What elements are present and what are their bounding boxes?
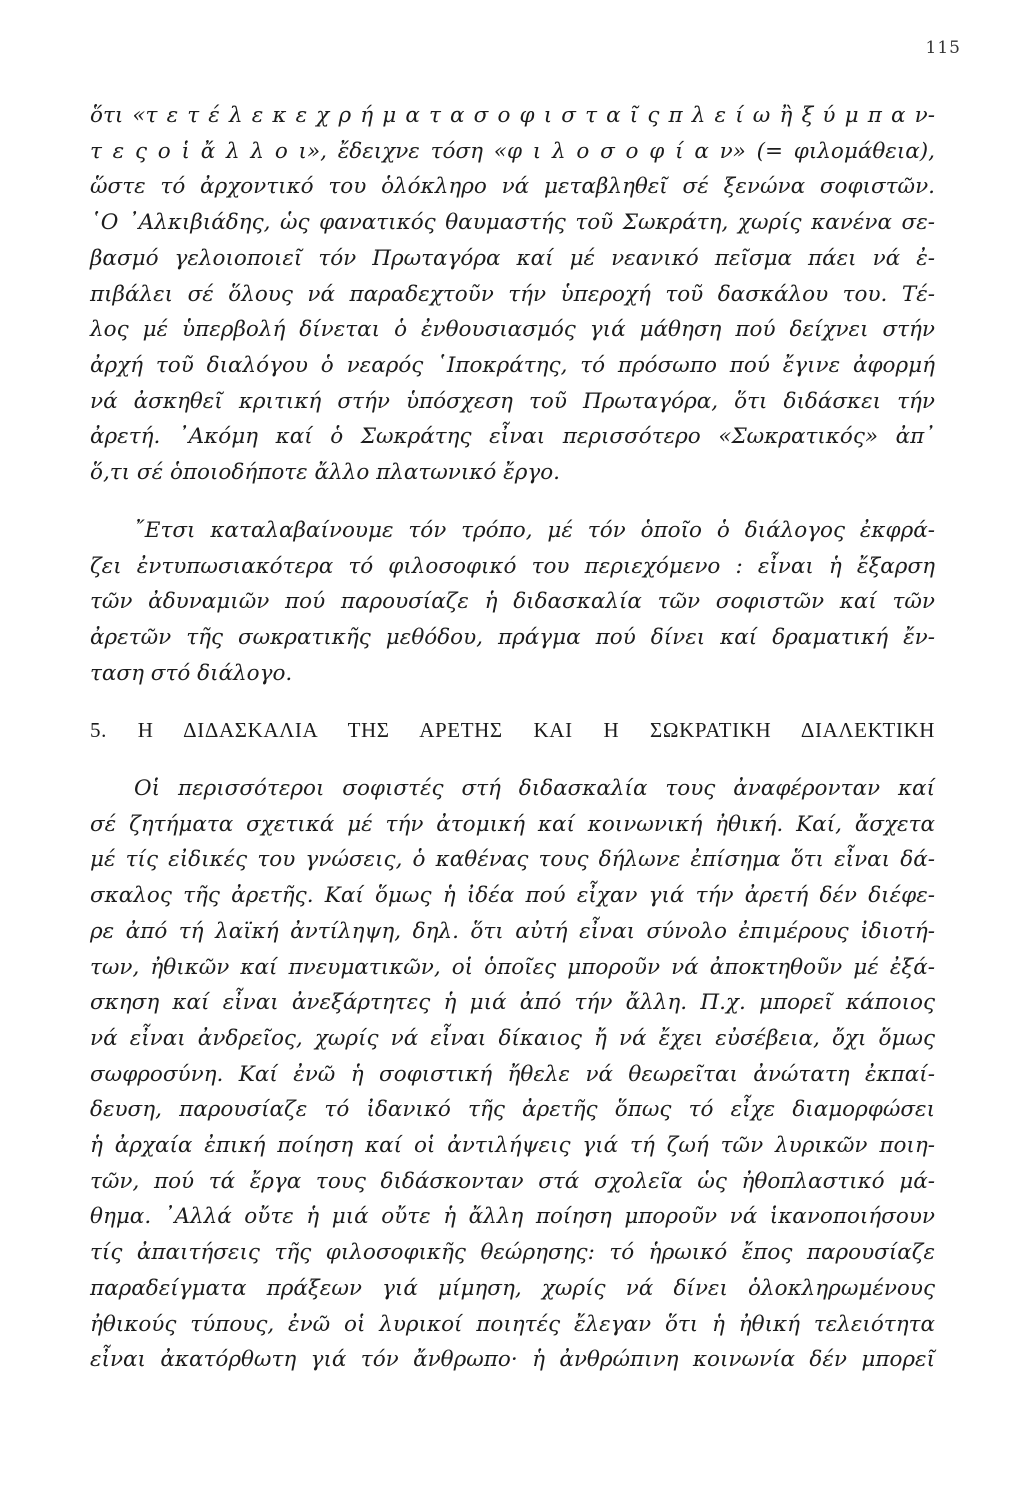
paragraph-line: σκαλος τῆς ἀρετῆς. Καί ὅμως ἡ ἰδέα πού εἶχαν γιά τήν ἀρετή δέν διέφε- (90, 883, 935, 909)
paragraph-line: μέ τίς εἰδικές του γνώσεις, ὁ καθένας τους δήλωνε ἐπίσημα ὅτι εἶναι δά- (90, 847, 935, 873)
paragraph-line: τῶν ἀδυναμιῶν πού παρουσίαζε ἡ διδασκαλία τῶν σοφιστῶν καί τῶν (90, 589, 935, 615)
paragraph-line: τῶν, πού τά ἔργα τους διδάσκονταν στά σχολεῖα ὡς ἠθοπλαστικό μά- (90, 1168, 935, 1194)
paragraph-line: σέ ζητήματα σχετικά μέ τήν ἀτομική καί κοινωνική ἠθική. Καί, ἄσχετα (90, 811, 935, 837)
paragraph-line: ἡ ἀρχαία ἐπική ποίηση καί οἱ ἀντιλήψεις γιά τή ζωή τῶν λυρικῶν ποιη- (90, 1133, 935, 1159)
paragraph-line: ἠθικούς τύπους, ἐνῶ οἱ λυρικοί ποιητές ἔλεγαν ὅτι ἡ ἠθική τελειότητα (90, 1311, 935, 1337)
page-number: 115 (925, 38, 961, 58)
paragraph-line: ταση στό διάλογο. (90, 660, 293, 686)
paragraph-line: λος μέ ὑπερβολή δίνεται ὁ ἐνθουσιασμός γιά μάθηση πού δείχνει στήν (90, 317, 935, 343)
paragraph-line: παραδείγματα πράξεων γιά μίμηση, χωρίς νά δίνει ὁλοκληρωμένους (90, 1275, 935, 1301)
paragraph-line: ἀρετή. ᾿Ακόμη καί ὁ Σωκράτης εἶναι περισσότερο «Σωκρατικός» ἀπ᾿ (90, 424, 935, 450)
paragraph-line: βασμό γελοιοποιεῖ τόν Πρωταγόρα καί μέ νεανικό πεῖσμα πάει νά ἐ- (90, 245, 935, 271)
paragraph-line: θημα. ᾿Αλλά οὔτε ἡ μιά οὔτε ἡ ἄλλη ποίηση μποροῦν νά ἱκανοποιήσουν (90, 1204, 935, 1230)
paragraph-3 (90, 771, 935, 1378)
paragraph-line: εἶναι ἀκατόρθωτη γιά τόν ἄνθρωπο· ἡ ἀνθρώπινη κοινωνία δέν μπορεῖ (90, 1347, 935, 1373)
section-heading: 5. Η ΔΙΔΑΣΚΑΛΙΑ ΤΗΣ ΑΡΕΤΗΣ ΚΑΙ Η ΣΩΚΡΑΤΙΚΗ ΔΙΑΛΕΚΤΙΚΗ (90, 718, 935, 742)
paragraph-line: σωφροσύνη. Καί ἐνῶ ἡ σοφιστική ἤθελε νά θεωρεῖται ἀνώτατη ἐκπαί- (90, 1061, 935, 1087)
paragraph-line: ὅ,τι σέ ὁποιοδήποτε ἄλλο πλατωνικό ἔργο. (90, 460, 560, 486)
paragraph-line: πιβάλει σέ ὅλους νά παραδεχτοῦν τήν ὑπεροχή τοῦ δασκάλου του. Τέ- (90, 281, 935, 307)
paragraph-line: νά ἀσκηθεῖ κριτική στήν ὑπόσχεση τοῦ Πρωταγόρα, ὅτι διδάσκει τήν (90, 388, 935, 414)
paragraph-line: ἀρχή τοῦ διαλόγου ὁ νεαρός ῾Ιποκράτης, τό πρόσωπο πού ἔγινε ἀφορμή (90, 352, 935, 378)
paragraph-2 (90, 513, 935, 692)
paragraph-line: τ ε ς ο ἱ ἄ λ λ ο ι», ἔδειχνε τόση «φ ι λ ο σ ο φ ί α ν» (= φιλομάθεια), (90, 138, 935, 164)
paragraph-line: ρε ἀπό τή λαϊκή ἀντίληψη, δηλ. ὅτι αὐτή εἶναι σύνολο ἐπιμέρους ἰδιοτή- (90, 918, 935, 944)
paragraph-line: νά εἶναι ἀνδρεῖος, χωρίς νά εἶναι δίκαιος ἤ νά ἔχει εὐσέβεια, ὄχι ὅμως (90, 1025, 935, 1051)
paragraph-line: ῾Ο ᾿Αλκιβιάδης, ὡς φανατικός θαυμαστής τοῦ Σωκράτη, χωρίς κανένα σε- (90, 210, 935, 236)
paragraph-line: ὅτι «τ ε τ έ λ ε κ ε χ ρ ή μ α τ α σ ο φ ι σ τ α ῖ ς π λ ε ί ω ἢ ξ ύ μ π α ν- (90, 103, 935, 128)
paragraph-line: των, ἠθικῶν καί πνευματικῶν, οἱ ὁποῖες μποροῦν νά ἀποκτηθοῦν μέ ἐξά- (90, 954, 935, 980)
paragraph-1 (90, 98, 935, 491)
paragraph-line: σκηση καί εἶναι ἀνεξάρτητες ἡ μιά ἀπό τήν ἄλλη. Π.χ. μπορεῖ κάποιος (90, 990, 935, 1016)
paragraph-line: ἀρετῶν τῆς σωκρατικῆς μεθόδου, πράγμα πού δίνει καί δραματική ἔν- (90, 625, 935, 651)
paragraph-line: τίς ἀπαιτήσεις τῆς φιλοσοφικῆς θεώρησης: τό ἡρωικό ἔπος παρουσίαζε (90, 1240, 935, 1266)
paragraph-line: ῎Ετσι καταλαβαίνουμε τόν τρόπο, μέ τόν ὁποῖο ὁ διάλογος ἐκφρά- (134, 518, 935, 543)
paragraph-line: ὥστε τό ἀρχοντικό του ὁλόκληρο νά μεταβληθεῖ σέ ξενώνα σοφιστῶν. (90, 174, 935, 200)
paragraph-line: ζει ἐντυπωσιακότερα τό φιλοσοφικό του περιεχόμενο : εἶναι ἡ ἔξαρση (90, 553, 935, 579)
paragraph-line: Οἱ περισσότεροι σοφιστές στή διδασκαλία τους ἀναφέρονταν καί (134, 776, 935, 801)
paragraph-line: δευση, παρουσίαζε τό ἰδανικό τῆς ἀρετῆς ὅπως τό εἶχε διαμορφώσει (90, 1097, 935, 1123)
